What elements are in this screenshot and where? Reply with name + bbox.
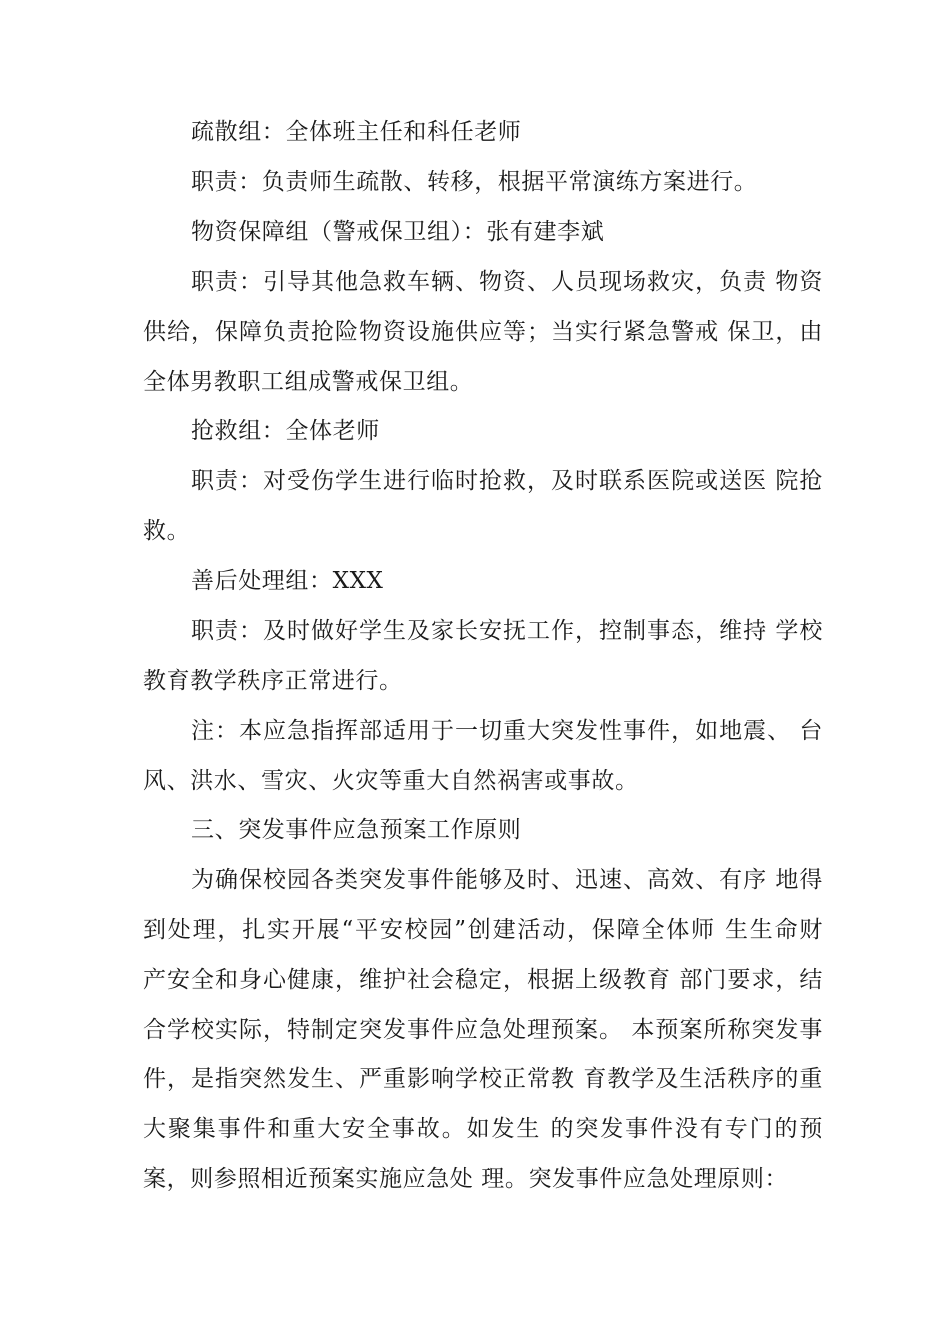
paragraph-note-line-1: 注：本应急指挥部适用于一切重大突发性事件，如地震、 台 — [191, 718, 823, 744]
paragraph-aftermath-group: 善后处理组：XXX — [191, 568, 384, 594]
paragraph-supply-group: 物资保障组（警戒保卫组）：张有建李斌 — [191, 219, 605, 245]
paragraph-rescue-duty-line-2: 救。 — [143, 518, 191, 544]
paragraph-principles-line-5: 件，是指突然发生、严重影响学校正常教 育教学及生活秩序的重 — [143, 1066, 823, 1092]
paragraph-principles-line-2: 到处理，扎实开展“平安校园”创建活动，保障全体师 生生命财 — [143, 917, 823, 943]
paragraph-principles-line-7: 案，则参照相近预案实施应急处 理。突发事件应急处理原则： — [143, 1166, 789, 1192]
paragraph-principles-line-6: 大聚集事件和重大安全事故。如发生 的突发事件没有专门的预 — [143, 1116, 823, 1142]
paragraph-supply-duty-line-1: 职责：引导其他急救车辆、物资、人员现场救灾，负责 物资 — [191, 269, 823, 295]
paragraph-principles-line-4: 合学校实际，特制定突发事件应急处理预案。 本预案所称突发事 — [143, 1017, 823, 1043]
paragraph-principles-line-3: 产安全和身心健康，维护社会稳定，根据上级教育 部门要求，结 — [143, 967, 823, 993]
paragraph-evacuation-group: 疏散组：全体班主任和科任老师 — [191, 119, 522, 145]
paragraph-note-line-2: 风、洪水、雪灾、火灾等重大自然祸害或事故。 — [143, 768, 639, 794]
paragraph-rescue-group: 抢救组：全体老师 — [191, 418, 380, 444]
paragraph-rescue-duty-line-1: 职责：对受伤学生进行临时抢救，及时联系医院或送医 院抢 — [191, 468, 823, 494]
paragraph-principles-line-1: 为确保校园各类突发事件能够及时、迅速、高效、有序 地得 — [191, 867, 823, 893]
paragraph-aftermath-duty-line-1: 职责：及时做好学生及家长安抚工作，控制事态，维持 学校 — [191, 618, 823, 644]
section-heading-principles: 三、突发事件应急预案工作原则 — [191, 817, 522, 843]
paragraph-supply-duty-line-2: 供给，保障负责抢险物资设施供应等；当实行紧急警戒 保卫，由 — [143, 319, 823, 345]
paragraph-aftermath-duty-line-2: 教育教学秩序正常进行。 — [143, 668, 403, 694]
paragraph-evacuation-duty: 职责：负责师生疏散、转移，根据平常演练方案进行。 — [191, 169, 758, 195]
paragraph-supply-duty-line-3: 全体男教职工组成警戒保卫组。 — [143, 369, 474, 395]
